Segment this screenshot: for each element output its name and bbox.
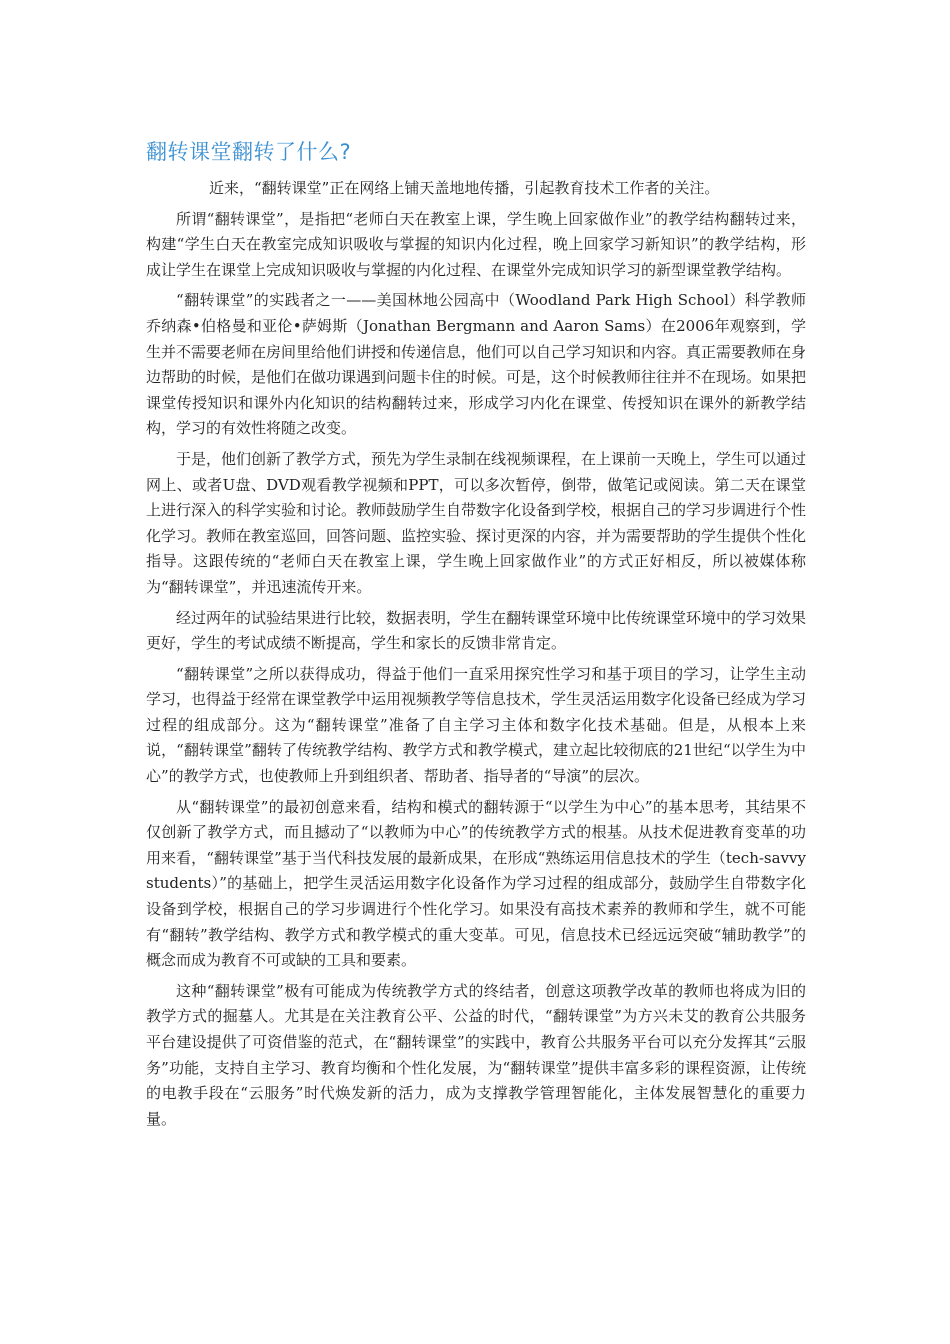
article-body (146, 176, 806, 1137)
paragraph-6: “翻转课堂”之所以获得成功，得益于他们一直采用探究性学习和基于项目的学习，让学生主动学习，也得益于经常在课堂教学中运用视频教学等信息技术，学生灵活运用数字化设备已经成为学习过程的组成部分。这为“翻转课堂”准备了自主学习主体和数字化技术基础。但是，从根本上来说，“翻转课堂”翻转了传统教学结构、教学方式和教学模式，建立起比较彻底的21世纪“以学生为中心”的教学方式，也使教师上升到组织者、帮助者、指导者的“导演”的层次。 (146, 664, 807, 786)
article-title: 翻转课堂翻转了什么? (146, 140, 352, 164)
paragraph-3: “翻转课堂”的实践者之一——美国林地公园高中（Woodland Park High School）科学教师乔纳森•伯格曼和亚伦•萨姆斯（Jonathan Bergmann and Aaron Sams）在2006年观察到，学生并不需要老师在房间里给他们讲授和传递信息，他们可以自己学习知识和内容。真正需要教师在身边帮助的时候，是他们在做功课遇到问题卡住的时候。可是，这个时候教师往往并不在现场。如果把课堂传授知识和课外内化知识的结构翻转过来，形成学习内化在课堂、传授知识在课外的新教学结构，学习的有效性将随之改变。 (146, 291, 807, 438)
paragraph-5: 经过两年的试验结果进行比较，数据表明，学生在翻转课堂环境中比传统课堂环境中的学习效果更好，学生的考试成绩不断提高，学生和家长的反馈非常肯定。 (146, 608, 807, 653)
paragraph-2: 所谓“翻转课堂”，是指把“老师白天在教室上课，学生晚上回家做作业”的教学结构翻转过来，构建“学生白天在教室完成知识吸收与掌握的知识内化过程，晚上回家学习新知识”的教学结构，形成让学生在课堂上完成知识吸收与掌握的内化过程、在课堂外完成知识学习的新型课堂教学结构。 (146, 209, 806, 279)
paragraph-7: 从“翻转课堂”的最初创意来看，结构和模式的翻转源于“以学生为中心”的基本思考，其结果不仅创新了教学方式，而且撼动了“以教师为中心”的传统教学方式的根基。从技术促进教育变革的功用来看，“翻转课堂”基于当代科技发展的最新成果，在形成“熟练运用信息技术的学生（tech-savvy students）”的基础上，把学生灵活运用数字化设备作为学习过程的组成部分，鼓励学生自带数字化设备到学校，根据自己的学习步调进行个性化学习。如果没有高技术素养的教师和学生，就不可能有“翻转”教学结构、教学方式和教学模式的重大变革。可见，信息技术已经远远突破“辅助教学”的概念而成为教育不可或缺的工具和要素。 (146, 797, 806, 970)
paragraph-8: 这种“翻转课堂”极有可能成为传统教学方式的终结者，创意这项教学改革的教师也将成为旧的教学方式的掘墓人。尤其是在关注教育公平、公益的时代，“翻转课堂”为方兴未艾的教育公共服务平台建设提供了可资借鉴的范式，在“翻转课堂”的实践中，教育公共服务平台可以充分发挥其“云服务”功能，支持自主学习、教育均衡和个性化发展，为“翻转课堂”提供丰富多彩的课程资源，让传统的电教手段在“云服务”时代焕发新的活力，成为支撑教学管理智能化，主体发展智慧化的重要力量。 (146, 981, 806, 1128)
paragraph-4: 于是，他们创新了教学方式，预先为学生录制在线视频课程，在上课前一天晚上，学生可以通过网上、或者U盘、DVD观看教学视频和PPT，可以多次暂停，倒带，做笔记或阅读。第二天在课堂上进行深入的科学实验和讨论。教师鼓励学生自带数字化设备到学校，根据自己的学习步调进行个性化学习。教师在教室巡回，回答问题、监控实验、探讨更深的内容，并为需要帮助的学生提供个性化指导。这跟传统的“老师白天在教室上课，学生晚上回家做作业”的方式正好相反，所以被媒体称为“翻转课堂”，并迅速流传开来。 (146, 449, 807, 596)
paragraph-1: 近来，“翻转课堂”正在网络上铺天盖地地传播，引起教育技术工作者的关注。 (209, 179, 720, 197)
